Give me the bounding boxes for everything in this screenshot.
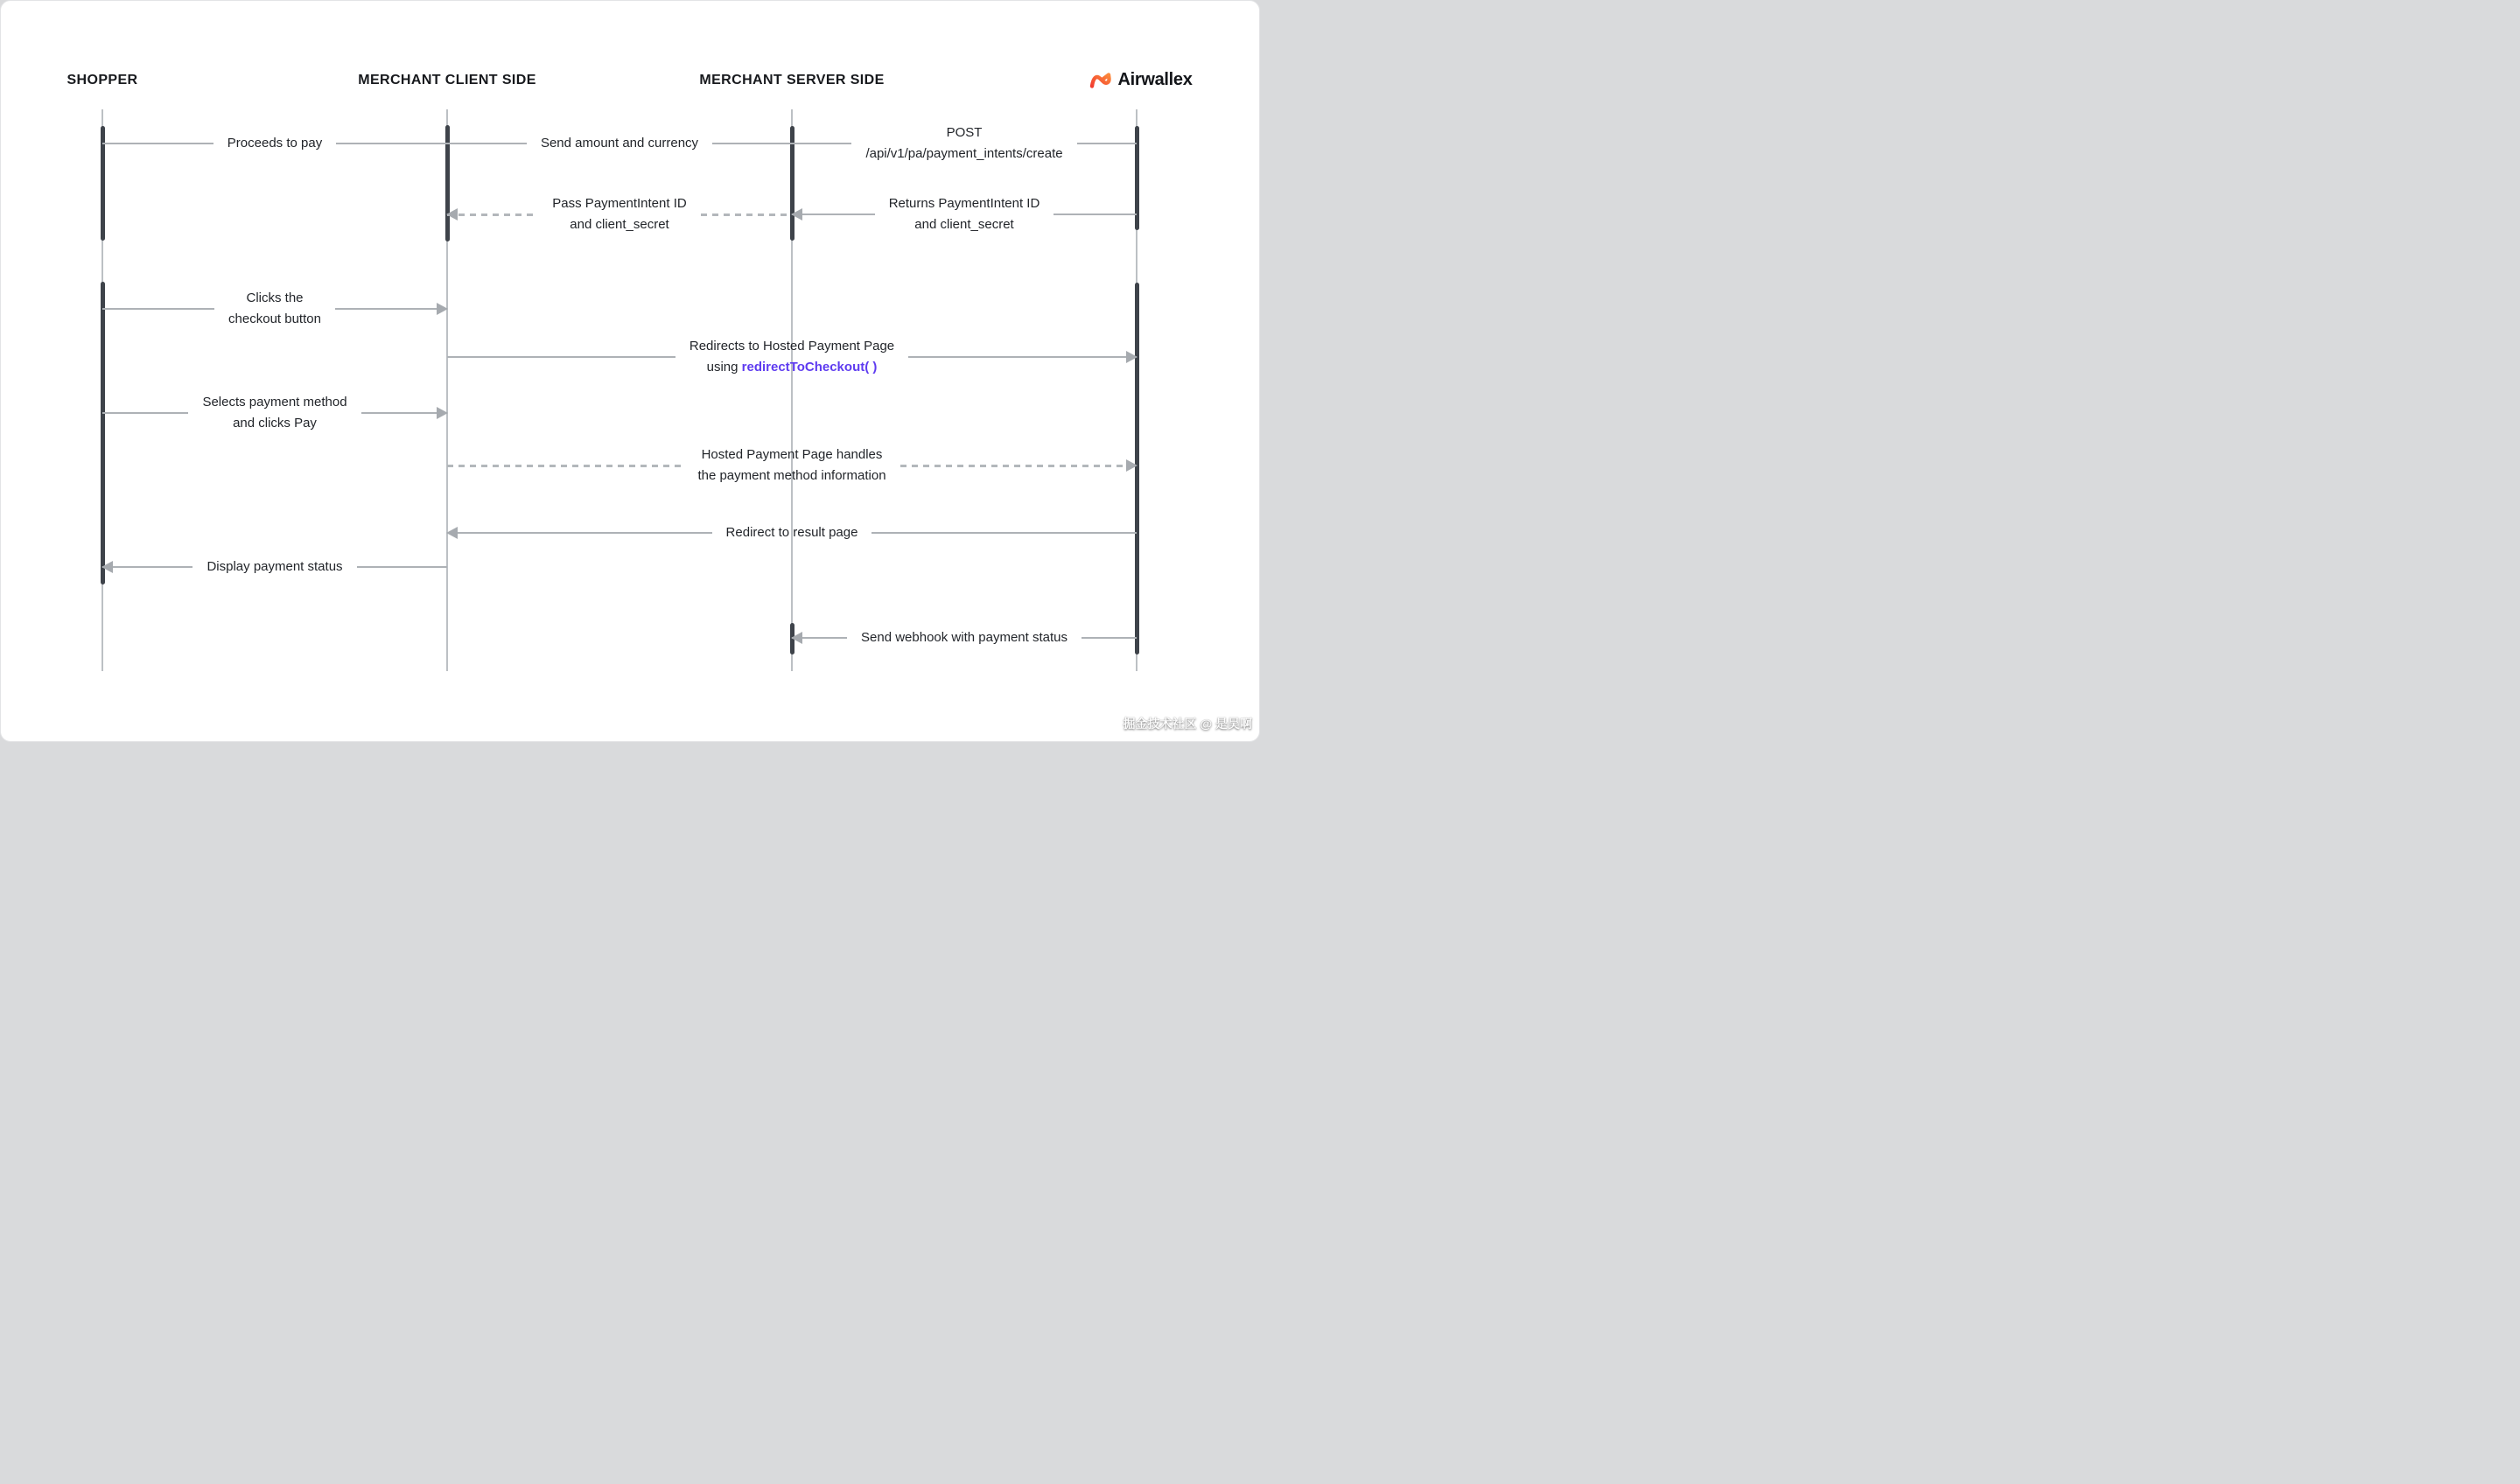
message-label: Returns PaymentIntent ID and client_secret xyxy=(888,196,1040,232)
actor-merchant-client: MERCHANT CLIENT SIDE xyxy=(358,73,536,88)
message-line xyxy=(1077,143,1137,144)
message-line xyxy=(336,143,447,144)
message-line xyxy=(102,566,192,568)
message-line xyxy=(102,308,214,310)
message-returns-paymentintent-id xyxy=(792,190,1137,239)
message-line xyxy=(447,214,538,216)
message-post-payment-intents-create xyxy=(792,119,1137,168)
message-line xyxy=(701,214,792,216)
arrowhead-icon xyxy=(102,561,113,573)
message-line xyxy=(792,214,875,215)
message-label: Clicks the checkout button xyxy=(228,290,321,326)
message-line xyxy=(900,465,1137,467)
message-proceeds-to-pay xyxy=(102,119,447,168)
arrowhead-icon xyxy=(791,632,802,644)
message-label: Display payment status xyxy=(206,559,343,574)
diagram-card xyxy=(0,0,1260,742)
message-line xyxy=(1054,214,1137,215)
arrowhead-icon xyxy=(1126,351,1138,363)
arrowhead-icon xyxy=(437,303,448,315)
message-label: Proceeds to pay xyxy=(227,136,323,150)
message-line xyxy=(792,143,851,144)
message-selects-payment-method xyxy=(102,388,447,438)
message-line xyxy=(102,412,188,414)
arrowhead-icon xyxy=(446,208,458,220)
actor-shopper: SHOPPER xyxy=(66,73,138,88)
message-send-webhook-payment-status xyxy=(792,613,1137,662)
message-line xyxy=(361,412,447,414)
airwallex-logo-text: Airwallex xyxy=(1117,69,1193,89)
message-label: Pass PaymentIntent ID and client_secret xyxy=(552,196,687,232)
message-label: Send webhook with payment status xyxy=(861,630,1068,645)
message-label: Send amount and currency xyxy=(540,136,699,150)
message-pass-paymentintent-id xyxy=(447,190,792,239)
message-line xyxy=(1082,637,1137,639)
message-label: POST /api/v1/pa/payment_intents/create xyxy=(865,125,1063,161)
message-line xyxy=(447,356,676,358)
message-label: Redirect to result page xyxy=(725,525,858,540)
message-clicks-checkout-button xyxy=(102,284,447,333)
arrowhead-icon xyxy=(446,527,458,539)
message-label: Redirects to Hosted Payment Page using redirectToCheckout( ) xyxy=(689,339,895,374)
message-label: Selects payment method and clicks Pay xyxy=(202,395,347,430)
airwallex-logo-icon xyxy=(1089,69,1112,90)
arrowhead-icon xyxy=(1126,459,1138,472)
message-redirect-to-result-page xyxy=(447,508,1137,557)
message-line xyxy=(102,143,214,144)
message-line xyxy=(447,465,683,467)
message-line xyxy=(872,532,1137,534)
arrowhead-icon xyxy=(791,208,802,220)
message-display-payment-status xyxy=(102,542,447,592)
sequence-diagram xyxy=(0,0,1260,742)
message-label: Hosted Payment Page handles the payment method information xyxy=(697,447,886,483)
message-line xyxy=(447,143,527,144)
airwallex-logo xyxy=(1075,66,1207,94)
message-line xyxy=(335,308,447,310)
redirect-to-checkout-code: redirectToCheckout( ) xyxy=(741,360,878,374)
message-send-amount-currency xyxy=(447,119,792,168)
arrowhead-icon xyxy=(437,407,448,419)
message-hpp-handles-payment-method xyxy=(447,441,1137,490)
message-line xyxy=(447,532,712,534)
message-line xyxy=(712,143,792,144)
message-line xyxy=(908,356,1137,358)
message-line xyxy=(357,566,447,568)
message-redirects-to-hosted-payment-page xyxy=(447,332,1137,382)
actor-merchant-server: MERCHANT SERVER SIDE xyxy=(699,73,885,88)
watermark: 掘金技术社区 @ 是吴啊 xyxy=(1123,717,1252,731)
